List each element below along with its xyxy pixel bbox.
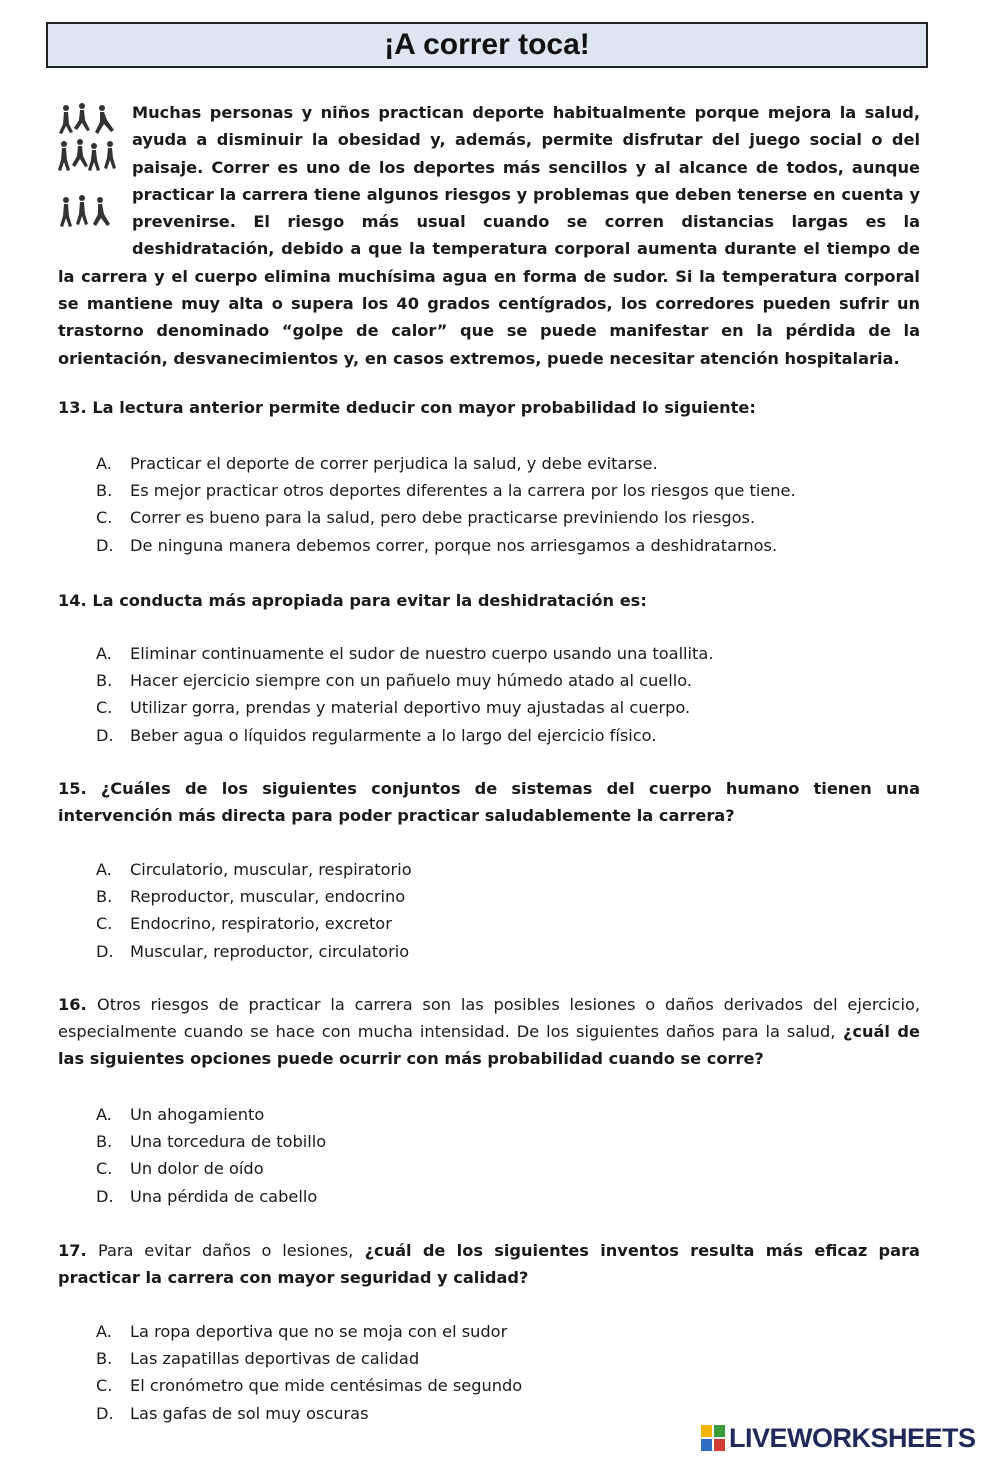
question-text: La lectura anterior permite deducir con mayor probabilidad lo siguiente: xyxy=(92,398,756,417)
question-17 xyxy=(58,1237,920,1291)
intro-paragraph xyxy=(58,99,920,372)
question-number: 15. xyxy=(58,779,87,798)
option-b[interactable]: B. Hacer ejercicio siempre con un pañuelo muy húmedo atado al cuello. xyxy=(96,671,693,691)
question-number: 16. xyxy=(58,995,87,1014)
option-c[interactable]: C. El cronómetro que mide centésimas de segundo xyxy=(96,1376,523,1396)
question-text-normal: Otros riesgos de practicar la carrera son las posibles lesiones o daños derivados del ejercicio, especialmente cuando se hace con mucha intensidad. De los siguientes daños para la salud, xyxy=(58,995,920,1041)
option-d[interactable]: D. Beber agua o líquidos regularmente a lo largo del ejercicio físico. xyxy=(96,725,657,745)
question-number: 13. xyxy=(58,398,87,417)
option-c[interactable]: C. Un dolor de oído xyxy=(96,1159,264,1179)
option-a[interactable]: A. Practicar el deporte de correr perjudica la salud, y debe evitarse. xyxy=(96,454,658,473)
question-text: La conducta más apropiada para evitar la deshidratación es: xyxy=(92,591,647,610)
question-14 xyxy=(58,587,920,614)
option-c[interactable]: C. Endocrino, respiratorio, excretor xyxy=(96,914,392,934)
option-b[interactable]: B. Reproductor, muscular, endocrino xyxy=(96,887,406,907)
question-13 xyxy=(58,394,920,421)
option-d[interactable]: D. Una pérdida de cabello xyxy=(96,1186,318,1206)
question-text-bold: ¿cuál de los siguientes inventos resulta más eficaz para practicar la carrera con mayor seguridad y calidad? xyxy=(58,1241,920,1287)
option-d[interactable]: D. Las gafas de sol muy oscuras xyxy=(96,1403,369,1423)
question-text: ¿Cuáles de los siguientes conjuntos de sistemas del cuerpo humano tienen una intervención más directa para poder practicar saludablemente la carrera? xyxy=(58,779,921,825)
question-15 xyxy=(58,775,920,829)
option-a[interactable]: A. Circulatorio, muscular, respiratorio xyxy=(96,860,412,879)
option-b[interactable]: B. Es mejor practicar otros deportes diferentes a la carrera por los riesgos que tiene. xyxy=(96,481,796,501)
option-b[interactable]: B. Las zapatillas deportivas de calidad xyxy=(96,1349,420,1369)
option-a[interactable]: A. La ropa deportiva que no se moja con el sudor xyxy=(96,1322,508,1341)
question-text-normal: Para evitar daños o lesiones, xyxy=(97,1241,354,1260)
question-14-options xyxy=(96,640,713,749)
liveworksheets-logo xyxy=(700,1421,976,1455)
question-16-options xyxy=(96,1101,326,1210)
option-d[interactable]: D. De ninguna manera debemos correr, porque nos arriesgamos a deshidratarnos. xyxy=(96,535,778,555)
option-b[interactable]: B. Una torcedura de tobillo xyxy=(96,1132,327,1152)
option-c[interactable]: C. Correr es bueno para la salud, pero debe practicarse previniendo los riesgos. xyxy=(96,508,756,528)
question-number: 17. xyxy=(58,1241,87,1260)
question-15-options xyxy=(96,856,412,965)
title-box xyxy=(46,22,928,68)
logo-text: LIVEWORKSHEETS xyxy=(729,1422,976,1453)
question-13-options xyxy=(96,450,796,559)
question-16 xyxy=(58,991,920,1072)
question-17-options xyxy=(96,1318,522,1427)
option-a[interactable]: A. Eliminar continuamente el sudor de nuestro cuerpo usando una toallita. xyxy=(96,644,714,663)
option-c[interactable]: C. Utilizar gorra, prendas y material deportivo muy ajustadas al cuerpo. xyxy=(96,698,691,718)
option-d[interactable]: D. Muscular, reproductor, circulatorio xyxy=(96,941,410,961)
logo-icon xyxy=(700,1423,726,1453)
page-title: ¡A correr toca! xyxy=(384,28,590,61)
question-text-bold: ¿cuál de las siguientes opciones puede ocurrir con más probabilidad cuando se corre? xyxy=(58,1022,920,1068)
question-number: 14. xyxy=(58,591,87,610)
option-a[interactable]: A. Un ahogamiento xyxy=(96,1105,265,1124)
intro-text: Muchas personas y niños practican deporte habitualmente porque mejora la salud, ayuda a disminuir la obesidad y, además, permite disfrutar del juego social o del paisaje. Correr es uno de los deportes más sencillos y al alcance de todos, aunque practicar la carrera tiene algunos riesgos y problemas que deben tenerse en cuenta y prevenirse. El riesgo más usual cuando se corren distancias largas es la deshidratación, debido a que la temperatura corporal aumenta durante el tiempo de la carrera y el cuerpo elimina muchísima agua en forma de sudor. Si la temperatura corporal se mantiene muy alta o supera los 40 grados centígrados, los corredores pueden sufrir un trastorno denominado “golpe de calor” que se puede manifestar en la pérdida de la orientación, desvanecimientos y, en casos extremos, puede necesitar atención hospitalaria. xyxy=(58,103,920,368)
